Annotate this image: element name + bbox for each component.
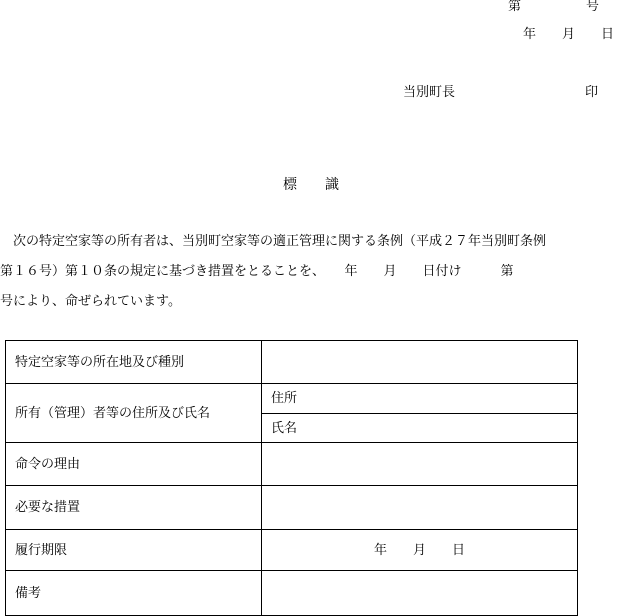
document-number-line: 第 号 — [508, 0, 600, 14]
document-title: 標 識 — [283, 177, 339, 193]
remarks-label: 備考 — [6, 571, 262, 616]
body-line-3: 号により、命ぜられています。 — [0, 294, 181, 309]
body-line-1: 次の特定空家等の所有者は、当別町空家等の適正管理に関する条例（平成２７年当別町条例 — [0, 234, 547, 249]
issue-date-line: 年 月 日 — [523, 27, 615, 42]
owner-address-label: 住所 — [262, 384, 578, 414]
location-value — [262, 341, 578, 384]
reason-label: 命令の理由 — [6, 443, 262, 486]
measures-label: 必要な措置 — [6, 486, 262, 530]
owner-name-label: 氏名 — [262, 414, 578, 443]
remarks-value — [262, 571, 578, 616]
seal-mark: 印 — [585, 85, 599, 100]
location-label: 特定空家等の所在地及び種別 — [6, 341, 262, 384]
table-row-location — [6, 341, 578, 384]
reason-value — [262, 443, 578, 486]
body-line-2: 第１６号）第１０条の規定に基づき措置をとることを、 年 月 日付け 第 — [0, 264, 514, 279]
table-row-owner-address — [6, 384, 578, 414]
issuer-name: 当別町長 — [403, 85, 456, 100]
owner-label: 所有（管理）者等の住所及び氏名 — [6, 384, 262, 443]
table-row-deadline — [6, 530, 578, 571]
table-row-measures — [6, 486, 578, 530]
table-row-reason — [6, 443, 578, 486]
deadline-value: 年 月 日 — [262, 530, 578, 571]
notice-table — [5, 340, 578, 616]
measures-value — [262, 486, 578, 530]
deadline-label: 履行期限 — [6, 530, 262, 571]
table-row-remarks — [6, 571, 578, 616]
